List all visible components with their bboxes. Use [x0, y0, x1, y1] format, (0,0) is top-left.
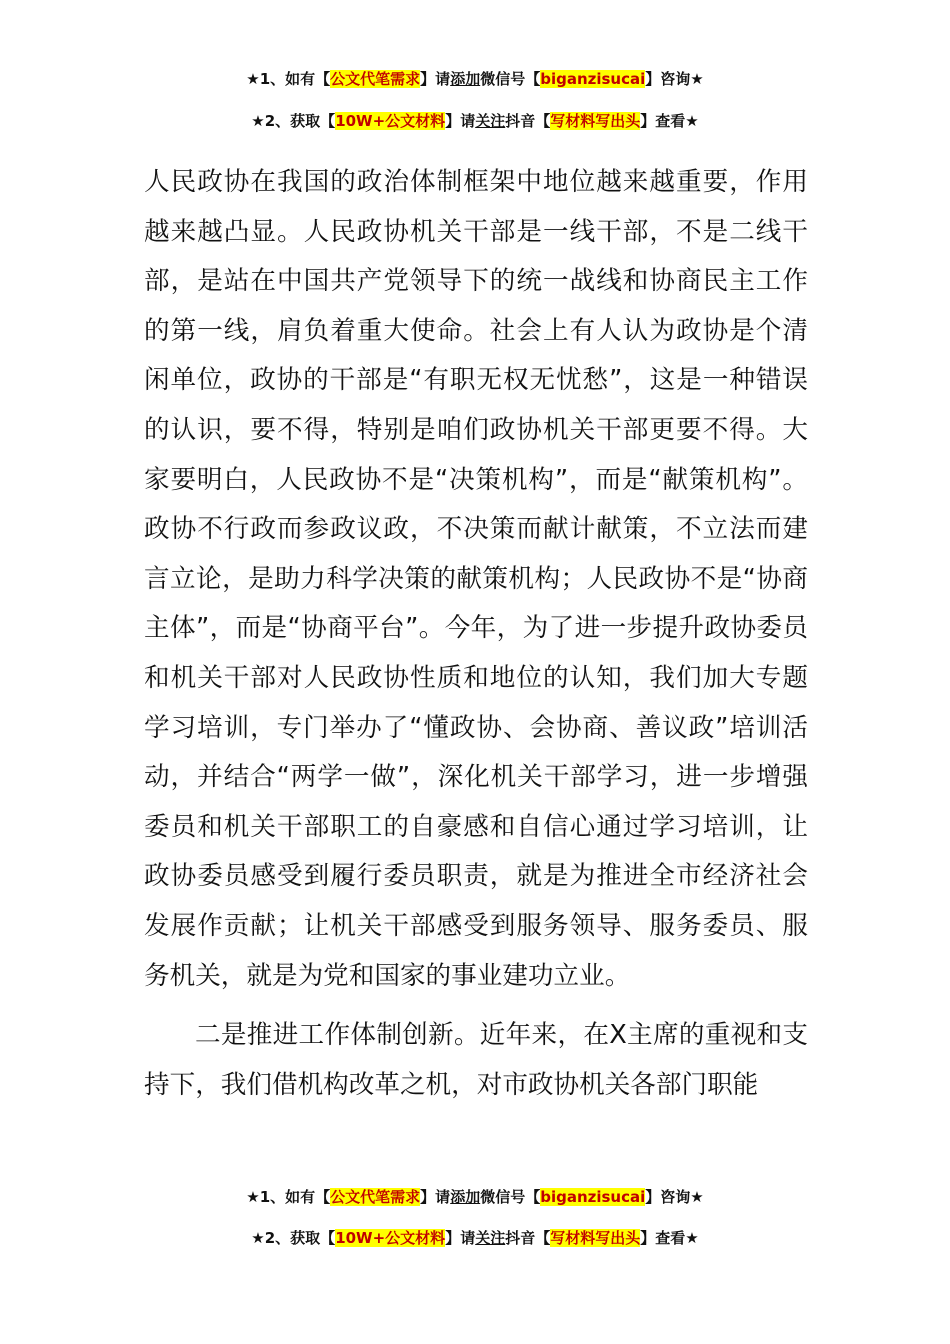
banner-text: 抖音【	[505, 1229, 551, 1247]
paragraph-2: 二是推进工作体制创新。近年来，在X主席的重视和支持下，我们借机构改革之机，对市政协机关各部门职能	[144, 1020, 808, 1100]
banner-text: 】请	[445, 112, 476, 130]
paragraph-1: 人民政协在我国的政治体制框架中地位越来越重要，作用越来越凸显。人民政协机关干部是一线干部，不是二线干部，是站在中国共产党领导下的统一战线和协商民主工作的第一线，肩负着重大使命。社会上有人认为政协是个清闲单位，政协的干部是“有职无权无忧愁”，这是一种错误的认识，要不得，特别是咱们政协机关干部更要不得。大家要明白，人民政协不是“决策机构”，而是“献策机构”。政协不行政而参政议政，不决策而献计献策，不立法而建言立论，是助力科学决策的献策机构；人民政协不是“协商主体”，而是“协商平台”。今年，为了进一步提升政协委员和机关干部对人民政协性质和地位的认知，我们加大专题学习培训，专门举办了“懂政协、会协商、善议政”培训活动，并结合“两学一做”，深化机关干部学习，进一步增强委员和机关干部职工的自豪感和自信心通过学习培训，让政协委员感受到履行委员职责，就是为推进全市经济社会发展作贡献；让机关干部感受到服务领导、服务委员、服务机关，就是为党和国家的事业建功立业。	[144, 167, 808, 991]
banner-text: ★2、获取【	[251, 1229, 336, 1247]
bottom-banner-line-2	[0, 1227, 950, 1249]
banner-text: 微信号【	[480, 70, 541, 88]
highlight-douyin-account: 写材料写出头	[550, 1229, 641, 1247]
banner-text: 】咨询★	[645, 70, 704, 88]
banner-text: 】请	[420, 70, 451, 88]
bottom-banner-line-1	[0, 1186, 950, 1208]
highlight-wechat-id: biganzisucai	[540, 1188, 646, 1206]
banner-text: 】查看★	[640, 112, 699, 130]
underlined-action: 关注	[475, 112, 506, 130]
highlight-materials: 10W+公文材料	[335, 112, 446, 130]
highlight-materials: 10W+公文材料	[335, 1229, 446, 1247]
highlight-douyin-account: 写材料写出头	[550, 112, 641, 130]
highlight-wechat-id: biganzisucai	[540, 70, 646, 88]
highlight-service: 公文代笔需求	[330, 1188, 421, 1206]
banner-text: 】查看★	[640, 1229, 699, 1247]
banner-text: 微信号【	[480, 1188, 541, 1206]
top-banner-line-1	[0, 68, 950, 90]
highlight-service: 公文代笔需求	[330, 70, 421, 88]
document-body	[144, 158, 808, 1110]
banner-text: ★2、获取【	[251, 112, 336, 130]
banner-text: ★1、如有【	[246, 70, 331, 88]
underlined-action: 关注	[475, 1229, 506, 1247]
banner-text: 】请	[445, 1229, 476, 1247]
top-banner-line-2	[0, 110, 950, 132]
underlined-action: 添加	[450, 1188, 481, 1206]
banner-text: 抖音【	[505, 112, 551, 130]
banner-text: 】请	[420, 1188, 451, 1206]
banner-text: 】咨询★	[645, 1188, 704, 1206]
underlined-action: 添加	[450, 70, 481, 88]
banner-text: ★1、如有【	[246, 1188, 331, 1206]
